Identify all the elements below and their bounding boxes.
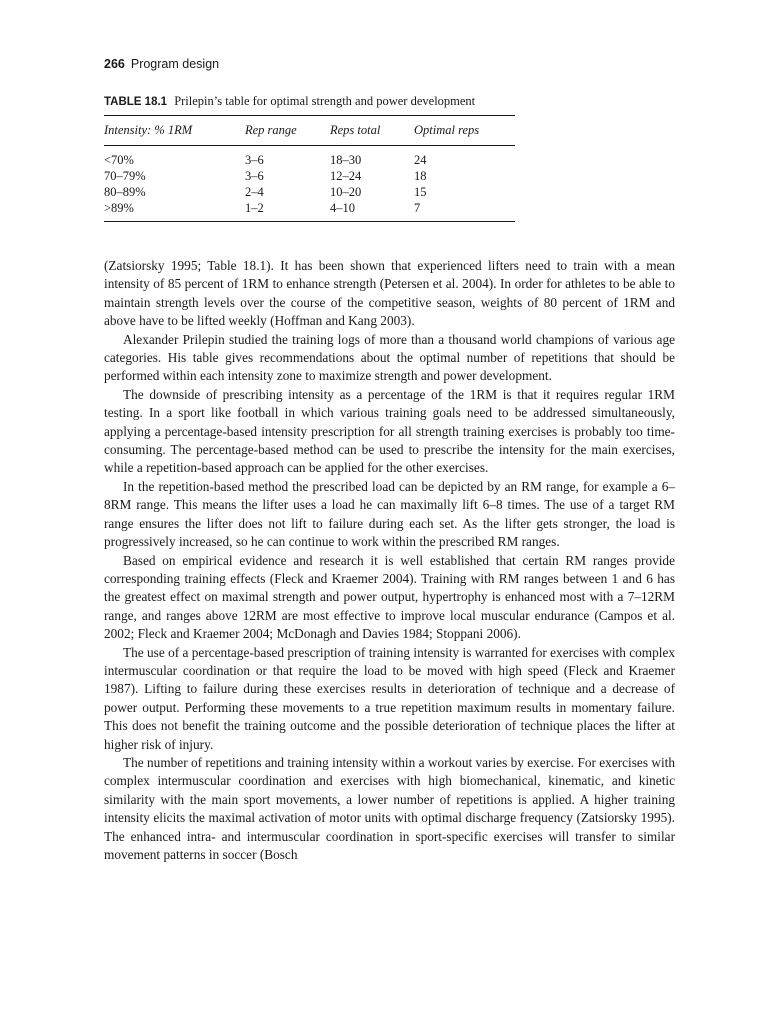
table-cell: 7 [414,201,421,215]
body-paragraph: The downside of prescribing intensity as a percentage of the 1RM is that it requires regular 1RM testing. In a sport like football in which various training goals need to be addressed simultaneously, applying a percentage-based intensity prescription for all strength training exercises is probably too time-consuming. The percentage-based method can be used to prescribe the intensity for the main exercises, while a repetition-based approach can be applied for the other exercises. [104,386,675,476]
body-paragraph: The use of a percentage-based prescription of training intensity is warranted for exercises with complex intermuscular coordination or that require the load to be moved with high speed (Fleck and Kraemer 1987). Lifting to failure during these exercises results in deterioration of technique and a decrease of power output. Performing these movements to a true repetition maximum results in momentary failure. This does not benefit the training outcome and the possible deterioration of technique places the lifter at higher risk of injury. [104,644,675,752]
table-cell: 12–24 [330,169,362,183]
table-header-row [104,122,515,138]
table-bottom-rule [104,221,515,222]
table-caption [104,94,475,109]
table-header-rule [104,145,515,146]
table-cell: 80–89% [104,185,146,199]
body-text [104,257,675,864]
running-header [104,57,219,71]
table-header-cell: Optimal reps [414,123,480,137]
table-top-rule [104,115,515,116]
page-number: 266 [104,57,125,71]
table-label: TABLE 18.1 [104,96,168,108]
table-row [104,168,515,184]
table-cell: 18–30 [330,153,362,167]
table-row [104,152,515,168]
body-paragraph: In the repetition-based method the prescribed load can be depicted by an RM range, for example a 6–8RM range. This means the lifter uses a load he can maximally lift 6–8 times. The use of a target RM range ensures the lifter does not lift to failure during each set. As the lifter gets stronger, the load is progressively increased, so he can continue to work within the prescribed RM ranges. [104,478,675,550]
table-cell: 1–2 [245,201,264,215]
section-title: Program design [130,57,220,71]
body-paragraph: Alexander Prilepin studied the training logs of more than a thousand world champions of various age categories. His table gives recommendations about the optimal number of repetitions that should be performed within each intensity zone to maximize strength and power development. [104,331,675,384]
table-header-cell: Intensity: % 1RM [104,123,193,137]
table-cell: 18 [414,169,427,183]
table-cell: 10–20 [330,185,362,199]
body-paragraph: The number of repetitions and training intensity within a workout varies by exercise. For exercises with complex intermuscular coordination and exercises with high biomechanical, kinematic, and kinetic similarity with the main sport movements, a lower number of repetitions is applied. A higher training intensity elicits the maximal activation of motor units with optimal discharge frequency (Zatsiorsky 1995). The enhanced intra- and intermuscular coordination in sport-specific exercises will transfer to similar movement patterns in soccer (Bosch [104,754,675,862]
table-row [104,184,515,200]
table-cell: 70–79% [104,169,146,183]
table-header-cell: Rep range [245,123,297,137]
body-paragraph: (Zatsiorsky 1995; Table 18.1). It has been shown that experienced lifters need to train with a mean intensity of 85 percent of 1RM to enhance strength (Petersen et al. 2004). In order for athletes to be able to maintain strength levels over the course of the competitive season, weights of 80 percent of 1RM and above have to be lifted weekly (Hoffman and Kang 2003). [104,258,675,329]
body-paragraph: Based on empirical evidence and research it is well established that certain RM ranges provide corresponding training effects (Fleck and Kraemer 2004). Training with RM ranges between 1 and 6 has the greatest effect on maximal strength and power output, hypertrophy is enhanced most with a 7–12RM range, and ranges above 12RM are most effective to improve local muscular endurance (Campos et al. 2002; Fleck and Kraemer 2004; McDonagh and Davies 1984; Stoppani 2006). [104,552,675,642]
table-row [104,200,515,216]
table-cell: <70% [104,153,134,167]
table-cell: 4–10 [330,201,355,215]
table-cell: 24 [414,153,427,167]
table-cell: >89% [104,201,134,215]
table-cell: 15 [414,185,427,199]
table-cell: 3–6 [245,153,264,167]
table-title: Prilepin’s table for optimal strength and power development [174,94,476,108]
table-cell: 2–4 [245,185,264,199]
table-cell: 3–6 [245,169,264,183]
table-header-cell: Reps total [330,123,381,137]
